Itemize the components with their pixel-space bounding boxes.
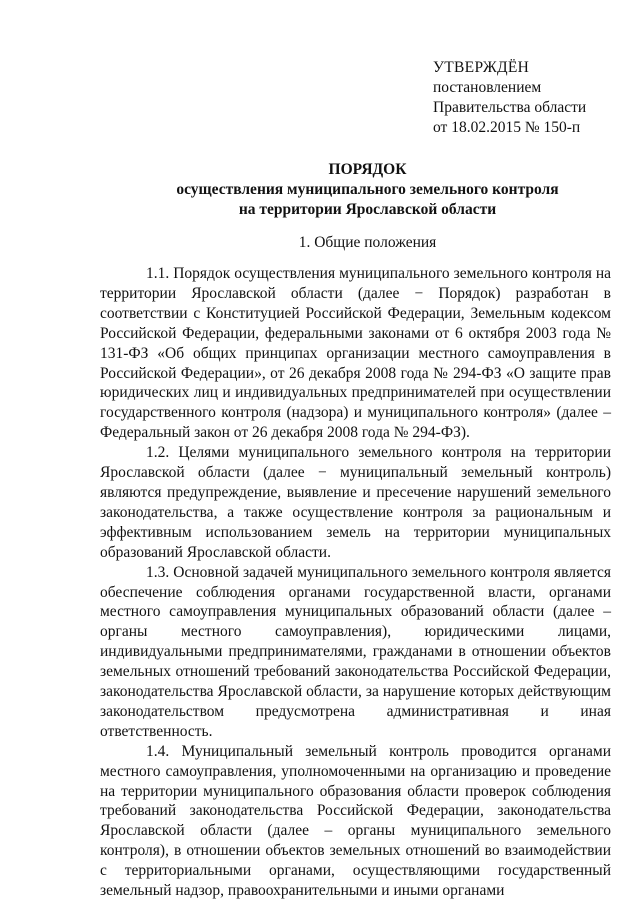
paragraph-1-1: 1.1. Порядок осуществления муниципального земельного контроля на территории Ярославской области (далее − Порядок) разработан в соответствии с Конституцией Российской Федерации, Земельным кодексом Российской Федерации, федеральными законами от 6 октября 2003 года № 131-ФЗ «Об общих принципах организации местного самоуправления в Российской Федерации», от 26 декабря 2008 года № 294-ФЗ «О защите прав юридических лиц и индивидуальных предпринимателей при осуществлении государственного контроля (надзора) и муниципального контроля» (далее – Федеральный закон от 26 декабря 2008 года № 294-ФЗ). (100, 265, 611, 442)
approval-heading: УТВЕРЖДЁН (433, 59, 530, 76)
document-body (100, 264, 611, 901)
paragraph-1-2: 1.2. Целями муниципального земельного контроля на территории Ярославской области (далее − муниципальный земельный контроль) являются предупреждение, выявление и пресечение нарушений земельного законодательства, а также осуществление контроля за рациональным и эффективным использованием земель на территории муниципальных образований Ярославской области. (100, 444, 611, 561)
approval-stamp (433, 58, 633, 138)
title-sub-2: на территории Ярославской области (238, 201, 497, 218)
paragraph-1-4: 1.4. Муниципальный земельный контроль проводится органами местного самоуправления, уполномоченными на организацию и проведение на территории муниципального образования области проверок соблюдения требований законодательства Российской Федерации, законодательства Ярославской области (далее – органы муниципального земельного контроля), в отношении объектов земельных отношений во взаимодействии с территориальными органами, осуществляющими государственный земельный надзор, правоохранительными и иными органами (100, 742, 611, 900)
paragraph-1-3: 1.3. Основной задачей муниципального земельного контроля является обеспечение соблюдения органами государственной власти, органами местного самоуправления муниципальных образований области (далее – органы местного самоуправления), юридическими лицами, индивидуальными предпринимателями, гражданами в отношении объектов земельных отношений требований законодательства Российской Федерации, законодательства Ярославской области, за нарушение которых действующим законодательством предусмотрена административная и иная ответственность. (100, 563, 611, 740)
section-heading: 1. Общие положения (298, 234, 437, 251)
document-title (100, 160, 635, 220)
approval-line-1: постановлением (433, 79, 542, 96)
title-main: ПОРЯДОК (328, 161, 407, 178)
approval-line-3: от 18.02.2015 № 150-п (433, 119, 581, 136)
approval-line-2: Правительства области (433, 99, 587, 116)
title-sub-1: осуществления муниципального земельного контроля (176, 181, 559, 198)
